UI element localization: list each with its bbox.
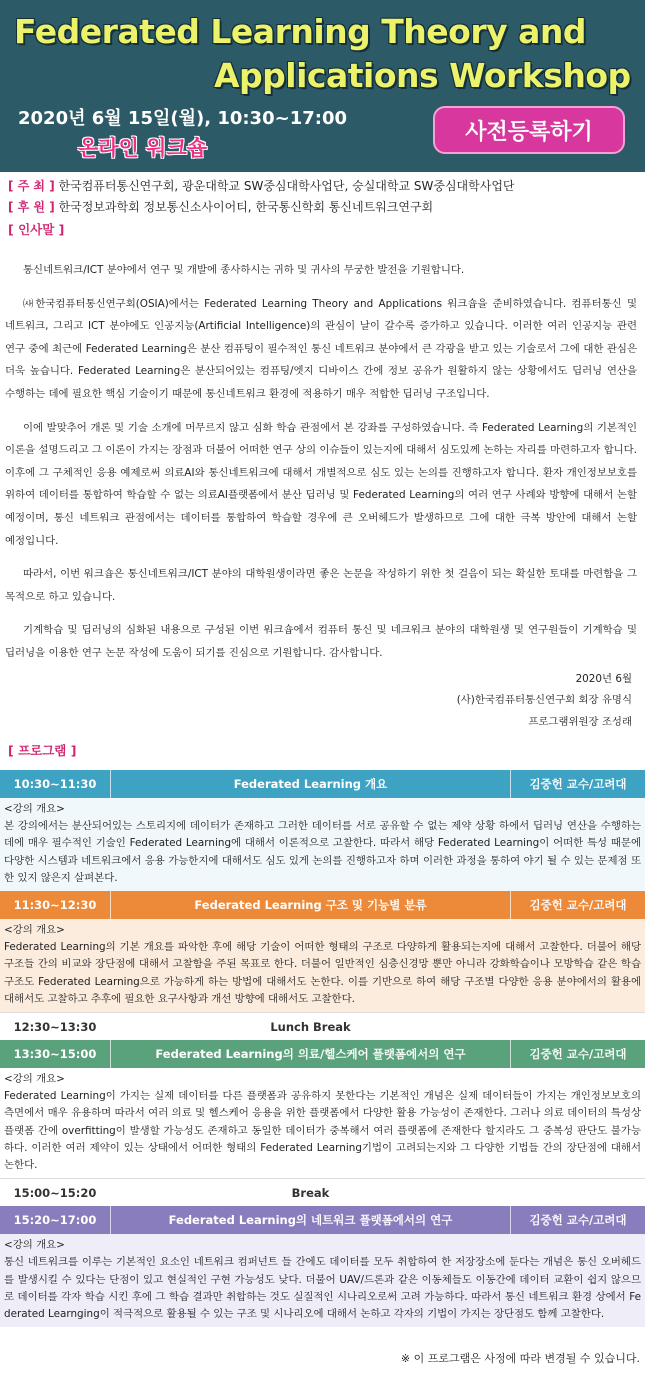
header-banner [0,0,645,172]
sponsor-line [8,197,637,218]
session-description [0,798,645,891]
session-time: 13:30~15:00 [13,1047,97,1062]
description-label: <강의 개요> [4,803,65,815]
session-speaker: 김중헌 교수/고려대 [529,898,627,913]
signature-president: (사)한국컴퓨터통신연구회 회장 유명식 [456,694,632,706]
host-label: [ 주 최 ] [8,179,55,193]
description-label: <강의 개요> [4,1073,65,1086]
greeting-paragraph: 이에 발맞추어 개론 및 기술 소개에 머무르지 않고 심화 학습 관점에서 본 강좌를 구성하였습니다. 즉 Federated Learning의 기본적인 이론을 설명드리고 그 이론이 가지는 장점과 더불어 어떠한 연구 상의 이슈들이 있는지에 대해서 심도있께 논하는 자리를 마련하고자 합니다. 이후에 그 구체적인 응용 예제로써 의료AI와 통신네트워크에 대해서 개별적으로 심도 있는 논의를 진행하고자 합니다. 환자 개인정보보호를 위하여 데이터를 통합하여 학습할 수 없는 의료AI플랫폼에서 분산 딥러닝 및 Federated Learning의 여러 연구 사례와 방향에 대해서 논할 예정이며, 통신 네트워크 관점에서는 데이터를 통합하여 학습할 경우에 큰 오버헤드가 발생하므로 그에 대한 극복 방안에 대해서 논할 예정입니다. [5,421,637,547]
session-description [0,1234,645,1327]
session-title: Federated Learning 개요 [110,770,511,798]
description-text: Federated Learning이 가지는 실제 데이터를 다른 플랫폼과 공유하지 못한다는 기본적인 개념은 실제 데이터들이 가지는 개인정보보호의 측면에서 매우 유용하며 따라서 여러 의료 및 헬스케어 응용을 위한 플랫폼에서 다양한 활용 가능성이 존재한다. 그러나 의료 데이터의 특성상 플랫폼 간에 overfitting이 발생할 가능성도 존재하고 동일한 데이터가 중복해서 여러 플랫폼에 존재한다 할지라도 그 중복성 판단도 불가능하다. 이러한 여러 제약이 있는 상태에서 어떠한 형태의 Federated Learning기법이 고려되는지와 그 다양한 기법들 간의 장단점에 대해서 논한다. [4,1090,641,1172]
session-time: 10:30~11:30 [13,777,97,791]
session-header [0,891,645,919]
description-text: Federated Learning의 기본 개요를 파악한 후에 해당 기술이 어떠한 형태의 구조로 다양하게 활용되는지에 대해서 고찰한다. 더불어 해당 구조들 간의 비교와 장단점에 대해서 고찰함을 주된 목표로 한다. 더불어 일반적인 심층신경망 뿐만 아니라 강화학습이나 모방학습 같은 학습구조도 Federated Learning으로 가능하게 하는 방법에 대해서도 논한다. 이를 기반으로 하여 해당 구조별 다양한 응용 분야에서의 활용에 대해서도 고찰하고 추후에 필요한 요구사항과 개선 방향에 대해서도 고찰한다. [4,941,641,1005]
greeting-paragraph: 기계학습 및 딥러닝의 심화된 내용으로 구성된 이번 워크숍에서 컴퓨터 통신 및 네크워크 분야의 대학원생 및 연구원들이 기계학습 및 딥러닝을 이용한 연구 논문 작성에 도움이 되기를 진심으로 기원합니다. 감사합니다. [5,624,637,659]
greeting-paragraph: 따라서, 이번 워크숍은 통신네트워크/ICT 분야의 대학원생이라면 좋은 논문을 작성하기 위한 첫 걸음이 되는 확실한 토대를 마련함을 그 목적으로 하고 있습니다. [5,568,637,603]
host-line [8,176,637,197]
workshop-title-line1: Federated Learning Theory and [14,12,586,51]
description-label: <강의 개요> [4,924,65,937]
break-row [0,1012,645,1040]
host-text: 한국컴퓨터통신연구회, 광운대학교 SW중심대학사업단, 숭실대학교 SW중심대학사업단 [58,179,515,193]
workshop-title-line2: Applications Workshop [214,56,631,95]
session-title: Federated Learning의 의료/헬스케어 플랫폼에서의 연구 [110,1040,511,1068]
organizers-section [0,176,645,242]
program-footnote: ※ 이 프로그램은 사정에 따라 변경될 수 있습니다. [400,1352,640,1365]
description-text: 통신 네트워크를 이루는 기본적인 요소인 네트워크 컴퍼넌트 들 간에도 데이터를 모두 취합하여 한 저장장소에 둔다는 개념은 통신 오버헤드를 발생시킬 수 있다는 단점이 있고 현실적인 구현 가능성도 낮다. 더불어 UAV/드론과 같은 이동체들도 이동간에 데이터 교환이 쉽지 않으므로 데이터를 각자 학습 시킨 후에 그 학습 결과만 취합하는 것도 실질적인 시나리오로써 고려 가능하다. 따라서 통신 네트워크 환경 상에서 Federated Learnging이 적극적으로 활용될 수 있는 구조 및 시나리오에 대해서 논하고 각자의 기법이 가지는 장단점도 함께 고찰한다. [4,1256,641,1321]
session-speaker: 김중헌 교수/고려대 [529,1047,627,1062]
online-workshop-label: 온라인 워크숍 [78,136,208,160]
session-description [0,1068,645,1178]
session-time: 11:30~12:30 [13,898,97,913]
description-label: <강의 개요> [4,1239,65,1252]
description-text: 본 강의에서는 분산되어있는 스토리지에 데이터가 존재하고 그러한 데이터를 서로 공유할 수 없는 제약 상황 하에서 딥러닝 연산을 수행하는 데에 매우 필수적인 기술인 Federated Learning에 대해서 이론적으로 고찰한다. 따라서 해당 Federated Learning이 어떠한 특성 때문에 다양한 시스템과 네트워크에서 응용 가능한지에 대해서도 심도 있게 논의를 진행하고자 하며 이러한 과정을 통하여 야기 될 수 있는 문제점 또한 있지 않은지 살펴본다. [4,820,641,884]
session-speaker: 김중헌 교수/고려대 [529,1213,627,1228]
session-header [0,1206,645,1234]
program-heading: [ 프로그램 ] [8,743,77,758]
break-title: Lunch Break [270,1019,351,1034]
greeting-paragraph: ㈔한국컴퓨터통신연구회(OSIA)에서는 Federated Learning Theory and Applications 워크숍을 준비하였습니다. 컴퓨터통신 및 네트워크, 그리고 ICT 분야에도 인공지능(Artificial Intelligence)의 관심이 날이 갈수록 증가하고 있습니다. 이러한 여러 인공지능 관련 연구 중에 최근에 Federated Learning은 분산 컴퓨팅이 필수적인 통신 네트워크 분야에서 큰 각광을 받고 있는 기술로서 그에 대한 관심은 더욱 높습니다. Federated Learning은 분산되어있는 컴퓨팅/엣지 디바이스 간에 정보 공유가 원활하지 않는 상황에서도 딥러닝 연산을 수행하는 데에 필요한 핵심 기술이기 때문에 통신네트워크 환경에 적용하기 매우 적합한 딥러닝 구조입니다. [5,297,637,400]
session-time: 15:20~17:00 [13,1213,97,1228]
sponsor-label: [ 후 원 ] [8,200,55,214]
session-speaker: 김중헌 교수/고려대 [529,777,627,791]
greeting-body [5,259,637,733]
workshop-date: 2020년 6월 15일(월), 10:30~17:00 [18,108,347,129]
break-time: 15:00~15:20 [13,1185,97,1200]
register-button[interactable]: 사전등록하기 [433,106,625,154]
session-title: Federated Learning 구조 및 기능별 분류 [110,891,511,919]
program-table [0,770,645,1327]
session-title: Federated Learning의 네트워크 플랫폼에서의 연구 [110,1206,511,1234]
signature-chair: 프로그램위원장 조성래 [528,715,632,728]
break-time: 12:30~13:30 [13,1019,97,1034]
greeting-paragraph: 통신네트워크/ICT 분야에서 연구 및 개발에 종사하시는 귀하 및 귀사의 무궁한 발전을 기원합니다. [23,264,465,276]
session-header [0,770,645,798]
break-title: Break [291,1185,330,1200]
greeting-heading: [ 인사말 ] [8,222,65,237]
break-row [0,1178,645,1206]
sponsor-text: 한국정보과학회 정보통신소사이어티, 한국통신학회 통신네트워크연구회 [58,200,434,214]
signature-date: 2020년 6월 [575,672,632,685]
session-description [0,919,645,1012]
session-header [0,1040,645,1068]
